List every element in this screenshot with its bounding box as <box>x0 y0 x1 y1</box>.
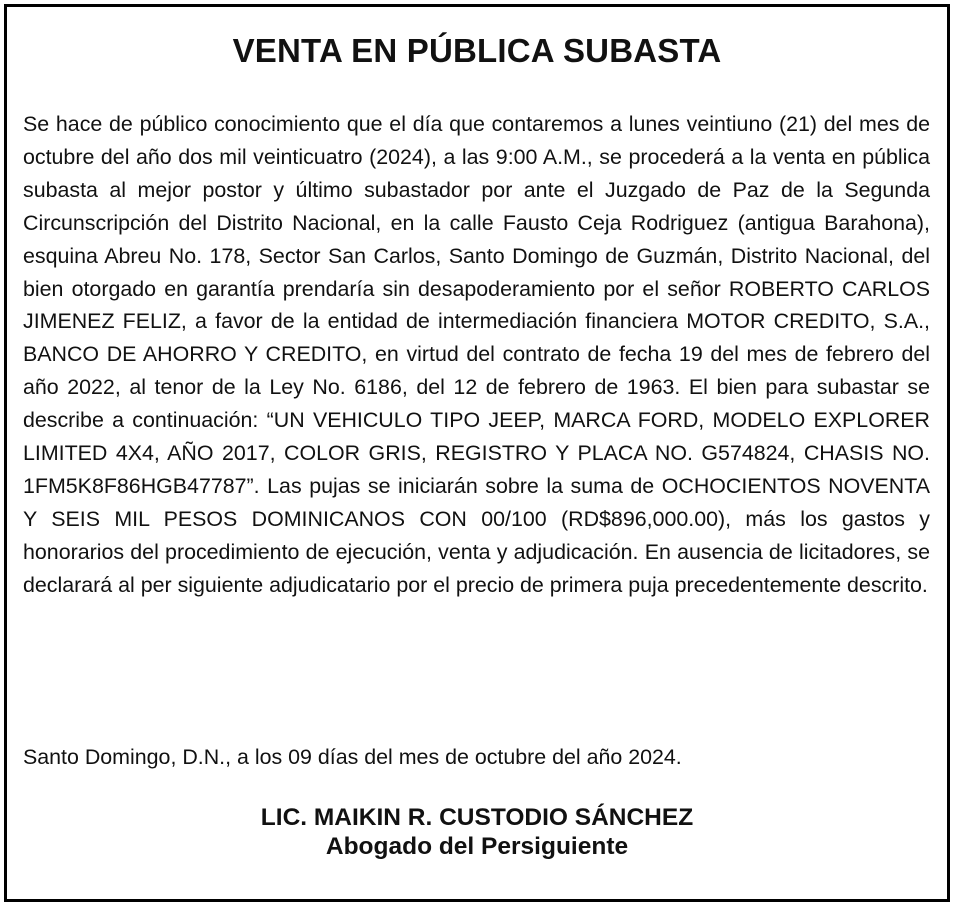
signature-block <box>7 803 947 861</box>
signatory-name: LIC. MAIKIN R. CUSTODIO SÁNCHEZ <box>260 804 694 831</box>
notice-title: VENTA EN PÚBLICA SUBASTA <box>232 32 722 69</box>
signatory-role: Abogado del Persiguiente <box>325 833 629 860</box>
notice-body-paragraph: Se hace de público conocimiento que el día que contaremos a lunes veintiuno (21) del mes de octubre del año dos mil veinticuatro (2024), a las 9:00 A.M., se procederá a la venta en pública subasta al mejor postor y último subastador por ante el Juzgado de Paz de la Segunda Circunscripción del Distrito Nacional, en la calle Fausto Ceja Rodriguez (antigua Barahona), esquina Abreu No. 178, Sector San Carlos, Santo Domingo de Guzmán, Distrito Nacional, del bien otorgado en garantía prendaría sin desapoderamiento por el señor ROBERTO CARLOS JIMENEZ FELIZ, a favor de la entidad de intermediación financiera MOTOR CREDITO, S.A., BANCO DE AHORRO Y CREDITO, en virtud del contrato de fecha 19 del mes de febrero del año 2022, al tenor de la Ley No. 6186, del 12 de febrero de 1963. El bien para subastar se describe a continuación: “UN VEHICULO TIPO JEEP, MARCA FORD, MODELO EXPLORER LIMITED 4X4, AÑO 2017, COLOR GRIS, REGISTRO Y PLACA NO. G574824, CHASIS NO. 1FM5K8F86HGB47787”. Las pujas se iniciarán sobre la suma de OCHOCIENTOS NOVENTA Y SEIS MIL PESOS DOMINICANOS CON 00/100 (RD$896,000.00), más los gastos y honorarios del procedimiento de ejecución, venta y adjudicación. En ausencia de licitadores, se declarará al per siguiente adjudicatario por el precio de primera puja precedentemente descrito. <box>23 112 930 597</box>
notice-place-date: Santo Domingo, D.N., a los 09 días del mes de octubre del año 2024. <box>23 745 682 769</box>
notice-frame <box>4 4 950 902</box>
